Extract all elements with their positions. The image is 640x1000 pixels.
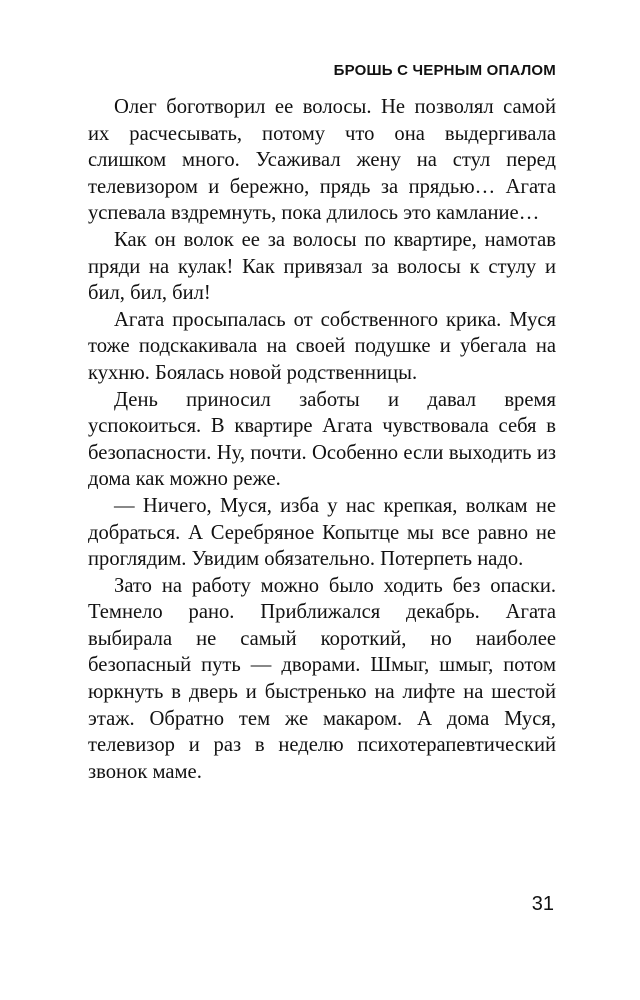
running-head: БРОШЬ С ЧЕРНЫМ ОПАЛОМ [333, 62, 556, 79]
page-number: 31 [531, 893, 554, 915]
paragraph: Как он волок ее за волосы по квартире, намотав пряди на кулак! Как привязал за волосы к стулу и бил, бил, бил! [88, 228, 556, 305]
paragraph: Агата просыпалась от собственного крика. Муся тоже подскакивала на своей подушке и убегала на кухню. Боялась новой родственницы. [88, 308, 556, 384]
paragraph: — Ничего, Муся, изба у нас крепкая, волкам не добраться. А Серебряное Копытце мы все равно не проглядим. Увидим обязательно. Потерпеть надо. [88, 494, 556, 571]
paragraph: День приносил заботы и давал время успокоиться. В квартире Агата чувствовала себя в безопасности. Ну, почти. Особенно если выходить из дома как можно реже. [88, 388, 556, 491]
paragraph: Зато на работу можно было ходить без опаски. Темнело рано. Приближался декабрь. Агата выбирала не самый короткий, но наиболее безопасный путь — дворами. Шмыг, шмыг, потом юркнуть в дверь и быстренько на лифте на шестой этаж. Обратно тем же макаром. А дома Муся, телевизор и раз в неделю психотерапевтический звонок маме. [88, 574, 556, 783]
main-text [88, 94, 556, 785]
paragraph: Олег боготворил ее волосы. Не позволял самой их расчесывать, потому что она выдергивала слишком много. Усаживал жену на стул перед телевизором и бережно, прядь за прядью… Агата успевала вздремнуть, пока длилось это камлание… [88, 96, 556, 225]
